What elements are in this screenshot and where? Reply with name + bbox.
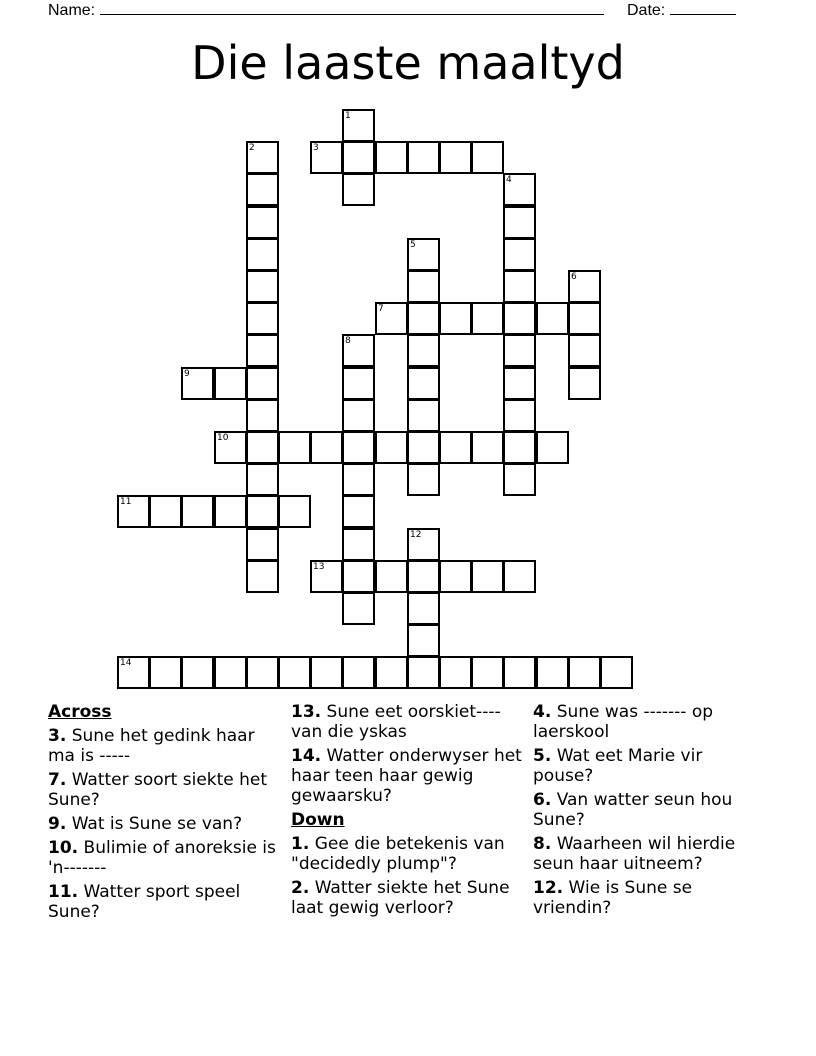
grid-cell[interactable] — [278, 431, 311, 464]
grid-cell[interactable] — [214, 656, 247, 689]
grid-cell[interactable] — [439, 141, 472, 174]
grid-cell[interactable] — [407, 560, 440, 593]
grid-cell[interactable] — [117, 495, 150, 528]
grid-cell[interactable] — [439, 431, 472, 464]
clue-number: 13 — [313, 562, 325, 572]
grid-cell[interactable] — [310, 656, 343, 689]
date-label-text: Date: — [627, 2, 666, 19]
grid-cell[interactable] — [503, 238, 536, 271]
clue-item — [48, 770, 276, 810]
grid-cell[interactable] — [503, 334, 536, 367]
grid-cell[interactable] — [342, 592, 375, 625]
grid-cell[interactable] — [375, 560, 408, 593]
grid-cell[interactable] — [342, 109, 375, 142]
grid-cell[interactable] — [342, 367, 375, 400]
clue-item-text: Gee die betekenis van "decidedly plump"? — [291, 834, 505, 874]
grid-cell[interactable] — [503, 431, 536, 464]
clues-column-2 — [291, 702, 527, 922]
grid-cell[interactable] — [246, 238, 279, 271]
clue-number: 3 — [313, 143, 319, 153]
grid-cell[interactable] — [407, 528, 440, 561]
grid-cell[interactable] — [503, 270, 536, 303]
grid-cell[interactable] — [342, 399, 375, 432]
grid-cell[interactable] — [407, 334, 440, 367]
clue-number: 5 — [410, 240, 416, 250]
grid-cell[interactable] — [342, 431, 375, 464]
grid-cell[interactable] — [536, 656, 569, 689]
grid-cell[interactable] — [342, 334, 375, 367]
clue-item-text: Sune het gedink haar ma is ----- — [48, 726, 255, 766]
grid-cell[interactable] — [117, 656, 150, 689]
grid-cell[interactable] — [342, 495, 375, 528]
clue-item-number: 2. — [291, 878, 310, 898]
clue-item-text: Wie is Sune se vriendin? — [533, 878, 693, 918]
grid-cell[interactable] — [246, 141, 279, 174]
grid-cell[interactable] — [214, 495, 247, 528]
grid-cell[interactable] — [503, 367, 536, 400]
grid-cell[interactable] — [342, 463, 375, 496]
clue-item-number: 8. — [533, 834, 552, 854]
grid-cell[interactable] — [246, 367, 279, 400]
grid-cell[interactable] — [246, 495, 279, 528]
grid-cell[interactable] — [407, 141, 440, 174]
clue-item-text: Bulimie of anoreksie is 'n------- — [48, 838, 276, 878]
grid-cell[interactable] — [407, 367, 440, 400]
grid-cell[interactable] — [214, 367, 247, 400]
grid-cell[interactable] — [439, 656, 472, 689]
grid-cell[interactable] — [407, 431, 440, 464]
clue-item — [48, 882, 276, 922]
clue-item-number: 11. — [48, 882, 79, 902]
clue-item-text: Sune was ------- op laerskool — [533, 702, 714, 742]
page-title: Die laaste maaltyd — [191, 36, 625, 90]
clue-item — [533, 834, 765, 874]
grid-cell[interactable] — [342, 560, 375, 593]
clue-item-text: Watter onderwyser het haar teen haar gewig gewaarsku? — [291, 746, 522, 806]
clue-item-text: Sune eet oorskiet---- van die yskas — [291, 702, 501, 742]
grid-cell[interactable] — [246, 302, 279, 335]
grid-cell[interactable] — [407, 302, 440, 335]
grid-cell[interactable] — [471, 302, 504, 335]
grid-cell[interactable] — [342, 528, 375, 561]
clue-number: 7 — [378, 304, 384, 314]
grid-cell[interactable] — [246, 463, 279, 496]
clue-number: 4 — [506, 175, 512, 185]
grid-cell[interactable] — [407, 463, 440, 496]
clue-number: 8 — [345, 336, 351, 346]
clue-item-number: 14. — [291, 746, 322, 766]
clue-item-number: 3. — [48, 726, 67, 746]
clue-item-text: Watter siekte het Sune laat gewig verloor? — [291, 878, 510, 918]
clue-item-number: 1. — [291, 834, 310, 854]
grid-cell[interactable] — [310, 560, 343, 593]
clue-item-number: 7. — [48, 770, 67, 790]
grid-cell[interactable] — [342, 173, 375, 206]
clue-number: 6 — [571, 272, 577, 282]
grid-cell[interactable] — [246, 270, 279, 303]
clue-item — [291, 878, 527, 918]
clue-number: 2 — [249, 143, 255, 153]
grid-cell[interactable] — [246, 528, 279, 561]
clue-item — [533, 702, 765, 742]
grid-cell[interactable] — [536, 302, 569, 335]
clue-number: 1 — [345, 111, 351, 121]
grid-cell[interactable] — [568, 367, 601, 400]
grid-cell[interactable] — [342, 141, 375, 174]
clue-item — [291, 702, 527, 742]
grid-cell[interactable] — [407, 624, 440, 657]
grid-cell[interactable] — [471, 656, 504, 689]
clues-column-1 — [48, 702, 276, 926]
grid-cell[interactable] — [149, 656, 182, 689]
clue-item — [533, 878, 765, 918]
name-label-text: Name: — [48, 2, 96, 19]
grid-cell[interactable] — [600, 656, 633, 689]
grid-cell[interactable] — [375, 302, 408, 335]
clue-item-number: 9. — [48, 814, 67, 834]
grid-cell[interactable] — [439, 560, 472, 593]
grid-cell[interactable] — [342, 656, 375, 689]
grid-cell[interactable] — [503, 560, 536, 593]
grid-cell[interactable] — [375, 656, 408, 689]
clue-item — [48, 726, 276, 766]
clue-item — [533, 746, 765, 786]
clue-item-text: Van watter seun hou Sune? — [533, 790, 733, 830]
clue-number: 11 — [120, 497, 132, 507]
grid-cell[interactable] — [310, 431, 343, 464]
grid-cell[interactable] — [181, 495, 214, 528]
grid-cell[interactable] — [246, 173, 279, 206]
clue-item-text: Watter soort siekte het Sune? — [48, 770, 268, 810]
clue-section-heading: Across — [48, 702, 112, 722]
grid-cell[interactable] — [214, 431, 247, 464]
clue-item-text: Wat is Sune se van? — [66, 814, 243, 834]
grid-cell[interactable] — [407, 238, 440, 271]
clue-item-text: Wat eet Marie vir pouse? — [533, 746, 703, 786]
clue-item-number: 4. — [533, 702, 552, 722]
grid-cell[interactable] — [407, 399, 440, 432]
grid-cell[interactable] — [568, 302, 601, 335]
clue-item — [533, 790, 765, 830]
clue-section-heading: Down — [291, 810, 345, 830]
grid-cell[interactable] — [375, 141, 408, 174]
clue-number: 14 — [120, 658, 132, 668]
grid-cell[interactable] — [407, 656, 440, 689]
clue-number: 10 — [217, 433, 229, 443]
grid-cell[interactable] — [246, 656, 279, 689]
clue-item-number: 12. — [533, 878, 564, 898]
grid-cell[interactable] — [471, 560, 504, 593]
grid-cell[interactable] — [471, 431, 504, 464]
clue-item — [291, 746, 527, 806]
grid-cell[interactable] — [310, 141, 343, 174]
grid-cell[interactable] — [407, 592, 440, 625]
clue-item-text: Watter sport speel Sune? — [48, 882, 241, 922]
grid-cell[interactable] — [181, 367, 214, 400]
grid-cell[interactable] — [568, 656, 601, 689]
grid-cell[interactable] — [503, 206, 536, 239]
grid-cell[interactable] — [181, 656, 214, 689]
clue-item — [48, 838, 276, 878]
clue-item-number: 5. — [533, 746, 552, 766]
clue-item — [48, 814, 276, 834]
grid-cell[interactable] — [375, 431, 408, 464]
grid-cell[interactable] — [503, 173, 536, 206]
grid-cell[interactable] — [471, 141, 504, 174]
clue-item-number: 13. — [291, 702, 322, 722]
grid-cell[interactable] — [278, 495, 311, 528]
grid-cell[interactable] — [407, 270, 440, 303]
clues-column-3 — [533, 702, 765, 922]
clue-item-number: 10. — [48, 838, 79, 858]
clue-item — [291, 834, 527, 874]
clue-number: 12 — [410, 530, 422, 540]
grid-cell[interactable] — [246, 560, 279, 593]
grid-cell[interactable] — [246, 334, 279, 367]
grid-cell[interactable] — [503, 399, 536, 432]
grid-cell[interactable] — [246, 431, 279, 464]
grid-cell[interactable] — [568, 334, 601, 367]
grid-cell[interactable] — [503, 302, 536, 335]
grid-cell[interactable] — [439, 302, 472, 335]
grid-cell[interactable] — [149, 495, 182, 528]
grid-cell[interactable] — [536, 431, 569, 464]
grid-cell[interactable] — [568, 270, 601, 303]
clue-number: 9 — [184, 369, 190, 379]
clue-item-text: Waarheen wil hierdie seun haar uitneem? — [533, 834, 736, 874]
clue-item-number: 6. — [533, 790, 552, 810]
grid-cell[interactable] — [503, 463, 536, 496]
grid-cell[interactable] — [278, 656, 311, 689]
grid-cell[interactable] — [503, 656, 536, 689]
grid-cell[interactable] — [246, 399, 279, 432]
grid-cell[interactable] — [246, 206, 279, 239]
